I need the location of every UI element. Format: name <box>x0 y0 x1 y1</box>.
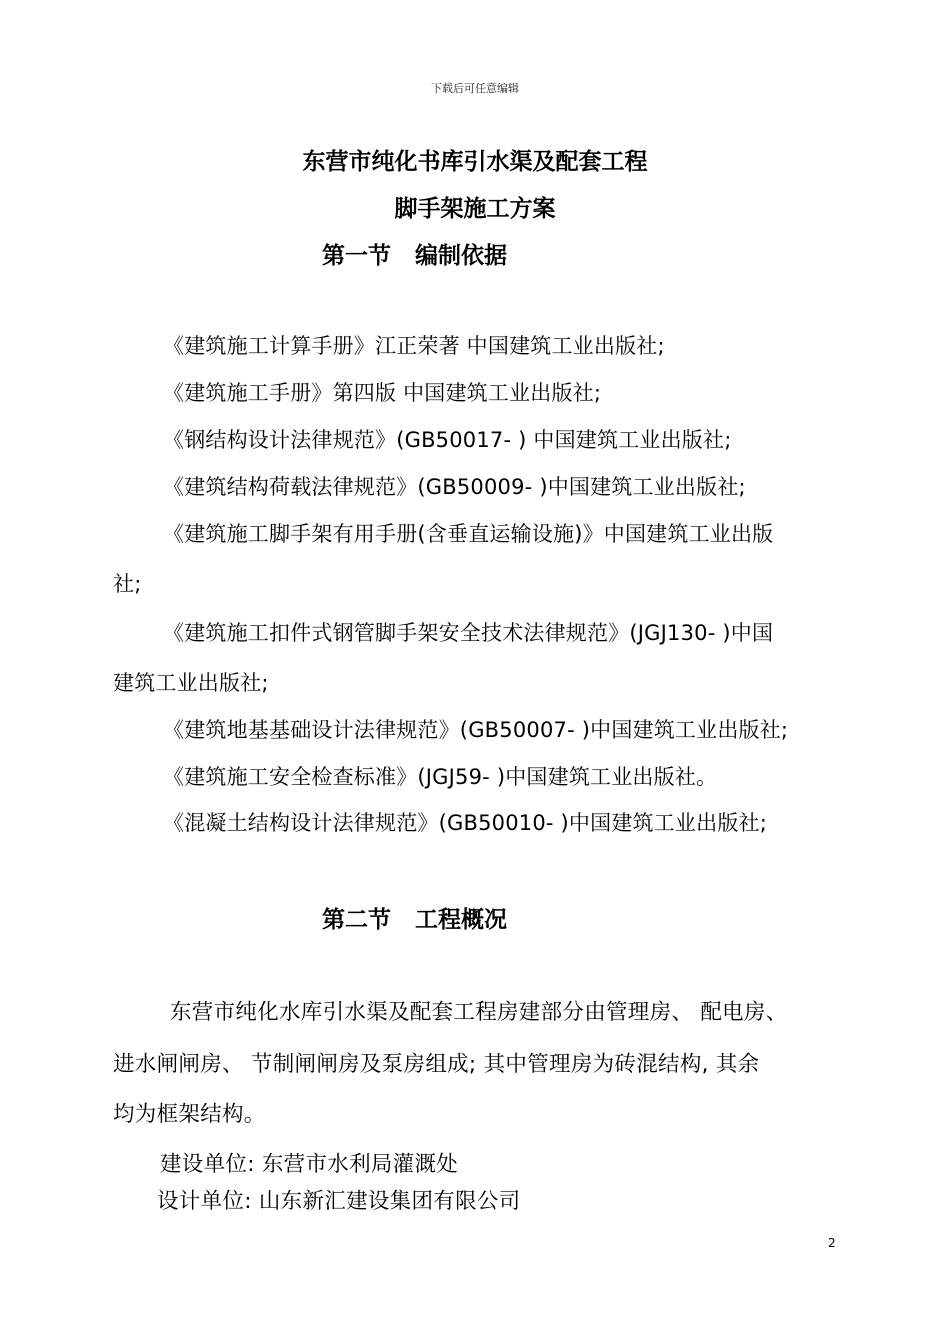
reference-line: 《建筑施工安全检查标准》(JGJ59- )中国建筑工业出版社。 <box>163 765 718 789</box>
paragraph-line: 东营市纯化水库引水渠及配套工程房建部分由管理房、 配电房、 <box>170 1000 788 1025</box>
reference-line: 建筑工业出版社; <box>113 671 269 695</box>
reference-line: 《钢结构设计法律规范》(GB50017- ) 中国建筑工业出版社; <box>163 428 732 452</box>
page-number: 2 <box>828 1236 836 1250</box>
document-subtitle: 脚手架施工方案 <box>394 196 556 222</box>
section-number: 第二节 <box>322 907 391 933</box>
reference-line: 《建筑施工脚手架有用手册(含垂直运输设施)》中国建筑工业出版 <box>163 522 774 546</box>
reference-line: 《建筑结构荷载法律规范》(GB50009- )中国建筑工业出版社; <box>163 475 746 499</box>
design-unit: 设计单位: 山东新汇建设集团有限公司 <box>157 1189 521 1214</box>
header-note: 下载后可任意编辑 <box>431 82 519 95</box>
reference-line: 社; <box>113 572 142 596</box>
section-name: 编制依据 <box>415 243 507 269</box>
paragraph-line: 均为框架结构。 <box>113 1102 266 1127</box>
reference-line: 《建筑施工计算手册》江正荣著 中国建筑工业出版社; <box>163 334 665 358</box>
section-heading-2 <box>322 901 507 934</box>
reference-line: 《建筑地基基础设计法律规范》(GB50007- )中国建筑工业出版社; <box>163 718 789 742</box>
reference-line: 《建筑施工扣件式钢管脚手架安全技术法律规范》(JGJ130- )中国 <box>163 621 774 645</box>
reference-line: 《建筑施工手册》第四版 中国建筑工业出版社; <box>163 381 602 405</box>
document-title: 东营市纯化书库引水渠及配套工程 <box>302 149 648 175</box>
section-name: 工程概况 <box>415 907 507 933</box>
paragraph-line: 进水闸闸房、 节制闸闸房及泵房组成; 其中管理房为砖混结构, 其余 <box>113 1052 760 1077</box>
reference-line: 《混凝土结构设计法律规范》(GB50010- )中国建筑工业出版社; <box>163 811 767 835</box>
section-number: 第一节 <box>322 243 391 269</box>
construction-unit: 建设单位: 东营市水利局灌溉处 <box>160 1152 459 1177</box>
section-heading-1 <box>322 237 507 270</box>
